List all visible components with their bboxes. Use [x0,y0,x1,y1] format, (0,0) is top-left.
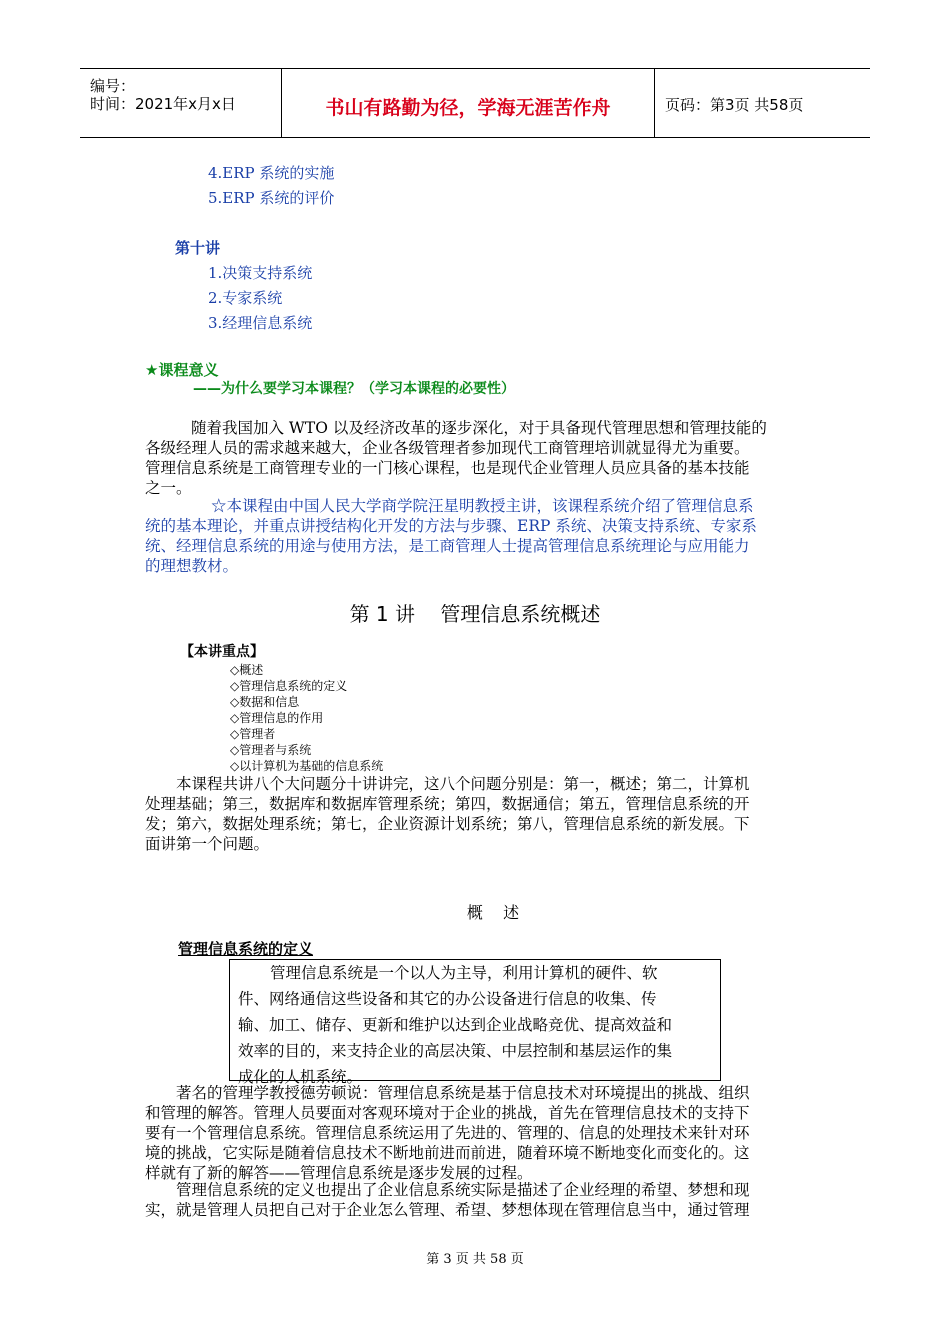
text-line: 面讲第一个问题。 [145,835,270,853]
page-header [80,68,870,138]
text-line: 随着我国加入 WTO 以及经济改革的逐步深化，对于具备现代管理思想和管理技能的 [191,419,767,437]
key-points-label: 【本讲重点】 [180,644,264,660]
text-line: 管理信息系统是工商管理专业的一门核心课程，也是现代企业管理人员应具备的基本技能 [145,459,750,477]
significance-paragraph-2 [145,496,807,576]
text-line: 管理信息系统是一个以人为主导，利用计算机的硬件、软 [270,964,658,982]
key-point-item: ◇以计算机为基础的信息系统 [230,759,384,773]
lecture10-title: 第十讲 [175,239,221,257]
text-line: 统的基本理论，并重点讲授结构化开发的方法与步骤、ERP 系统、决策支持系统、专家系 [145,517,757,535]
motto: 书山有路勤为径，学海无涯苦作舟 [325,97,611,119]
toc-item: 1.决策支持系统 [208,264,313,282]
text-line: ☆本课程由中国人民大学商学院汪星明教授主讲，该课程系统介绍了管理信息系 [211,497,754,515]
text-line: 输、加工、储存、更新和维护以达到企业战略竞优、提高效益和 [238,1016,673,1034]
text-line: 发；第六，数据处理系统；第七，企业资源计划系统；第八，管理信息系统的新发展。下 [145,815,750,833]
significance-subtitle: ——为什么要学习本课程？（学习本课程的必要性） [193,381,515,397]
toc-item: 3.经理信息系统 [208,314,313,332]
time-label: 时间：2021年x月x日 [90,95,236,113]
toc-item: 5.ERP 系统的评价 [208,189,335,207]
number-label: 编号： [90,77,136,95]
text-line: 之一。 [145,479,192,497]
page-footer: 第 3 页 共 58 页 [426,1252,524,1267]
text-line: 本课程共讲八个大问题分十讲讲完，这八个问题分别是：第一，概述；第二，计算机 [176,775,750,793]
key-point-item: ◇管理信息系统的定义 [230,679,348,693]
text-line: 件、网络通信这些设备和其它的办公设备进行信息的收集、传 [238,990,657,1008]
key-point-item: ◇管理者与系统 [230,743,312,757]
text-line: 要有一个管理信息系统。管理信息系统运用了先进的、管理的、信息的处理技术来针对环 [145,1124,750,1142]
text-line: 和管理的解答。管理人员要面对客观环境对于企业的挑战，首先在管理信息技术的支持下 [145,1104,750,1122]
key-point-item: ◇概述 [230,663,264,677]
significance-title: ★课程意义 [145,361,219,379]
toc-item: 4.ERP 系统的实施 [208,164,335,182]
text-line: 各级经理人员的需求越来越大，企业各级管理者参加现代工商管理培训就显得尤为重要。 [145,439,750,457]
text-line: 著名的管理学教授德劳顿说：管理信息系统是基于信息技术对环境提出的挑战、组织 [176,1084,750,1102]
lecture1-title: 第 1 讲 管理信息系统概述 [349,602,601,626]
key-point-item: ◇数据和信息 [230,695,300,709]
definition-heading: 管理信息系统的定义 [178,940,314,958]
text-line: 成化的人机系统。 [238,1068,363,1086]
key-point-item: ◇管理者 [230,727,276,741]
text-line: 的理想教材。 [145,557,239,575]
overview-title: 概 述 [466,903,520,922]
text-line: 样就有了新的解答——管理信息系统是逐步发展的过程。 [145,1164,533,1182]
text-line: 管理信息系统的定义也提出了企业信息系统实际是描述了企业经理的希望、梦想和现 [176,1181,750,1199]
definition-box [229,959,721,1086]
key-point-item: ◇管理信息的作用 [230,711,324,725]
header-motto-cell [282,69,655,137]
text-line: 效率的目的，来支持企业的高层决策、中层控制和基层运作的集 [238,1042,673,1060]
toc-item: 2.专家系统 [208,289,283,307]
significance-paragraph-1 [145,418,807,498]
text-line: 实，就是管理人员把自己对于企业怎么管理、希望、梦想体现在管理信息当中，通过管理 [145,1201,750,1219]
text-line: 统、经理信息系统的用途与使用方法，是工商管理人士提高管理信息系统理论与应用能力 [145,537,750,555]
header-page-cell [655,69,870,137]
overview-paragraph-1 [145,1083,807,1183]
overview-paragraph-2 [145,1180,807,1220]
text-line: 境的挑战，它实际是随着信息技术不断地前进而前进，随着环境不断地变化而变化的。这 [145,1144,750,1162]
page-number-label: 页码：第3页 共58页 [665,96,804,114]
lecture1-intro [145,774,807,854]
text-line: 处理基础；第三，数据库和数据库管理系统；第四，数据通信；第五，管理信息系统的开 [145,795,750,813]
header-info-cell [80,69,282,137]
